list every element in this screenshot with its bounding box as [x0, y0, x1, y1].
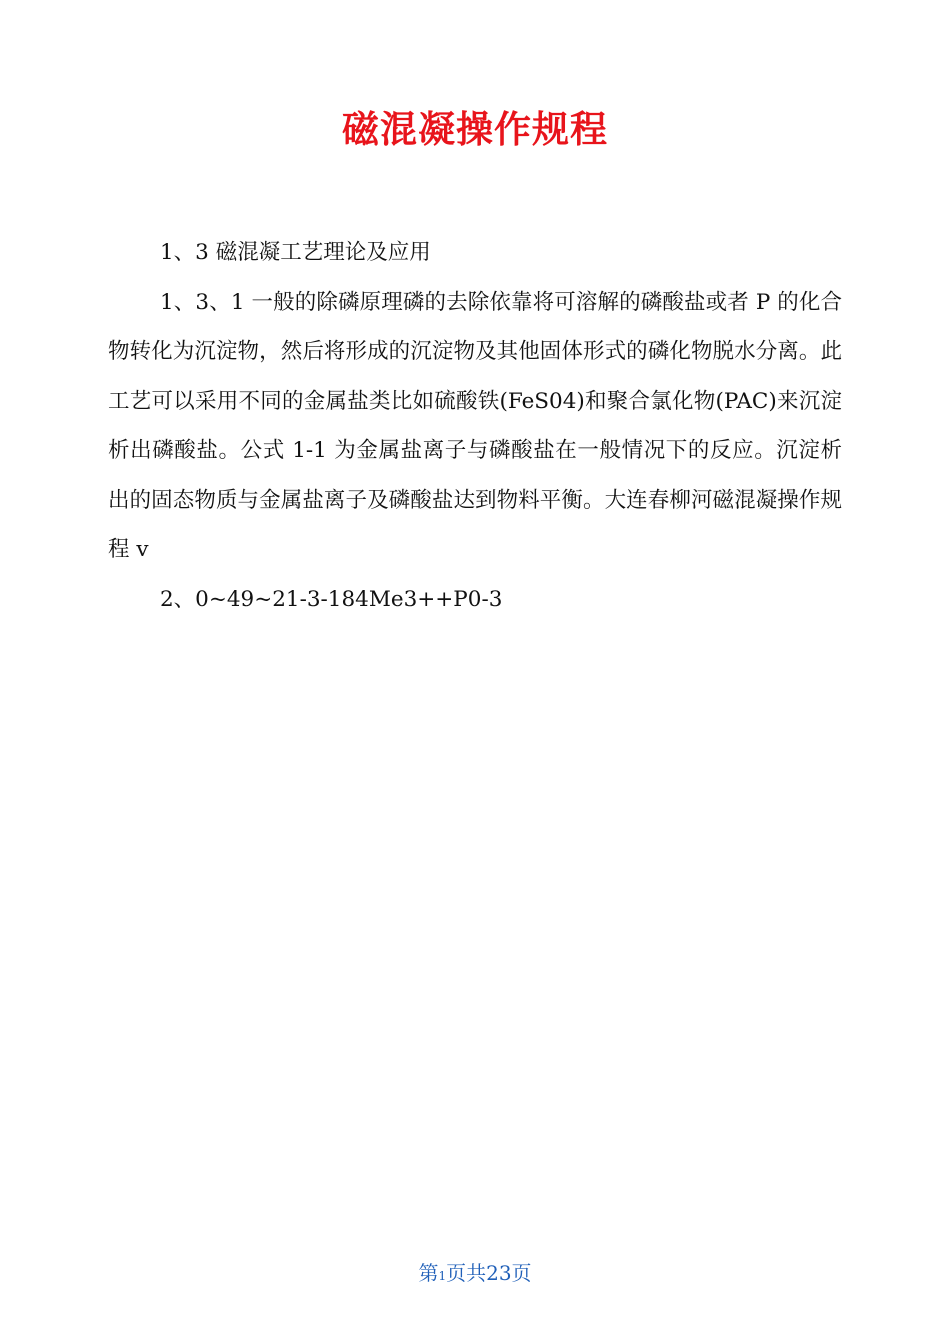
footer-prefix: 第 [418, 1261, 439, 1285]
footer-middle: 页共 [446, 1261, 487, 1285]
document-body [108, 228, 842, 624]
footer-page-number: 1 [438, 1269, 447, 1283]
footer-total: 23 [486, 1261, 512, 1285]
section-heading: 1、3 磁混凝工艺理论及应用 [160, 240, 431, 265]
document-title: 磁混凝操作规程 [342, 108, 608, 151]
formula-line: 2、0~49~21-3-184Me3++P0-3 [160, 586, 503, 612]
page-footer [0, 1258, 950, 1291]
body-paragraph: 1、3、1 一般的除磷原理磷的去除依靠将可溶解的磷酸盐或者 P 的化合物转化为沉淀物，然后将形成的沉淀物及其他固体形式的磷化物脱水分离。此工艺可以采用不同的金属盐类比如硫酸铁(FeS04)和聚合氯化物(PAC)来沉淀析出磷酸盐。公式 1-1 为金属盐离子与磷酸盐在一般情况下的反应。沉淀析出的固态物质与金属盐离子及磷酸盐达到物料平衡。大连春柳河磁混凝操作规程 v [108, 289, 842, 562]
footer-suffix: 页 [511, 1261, 532, 1285]
